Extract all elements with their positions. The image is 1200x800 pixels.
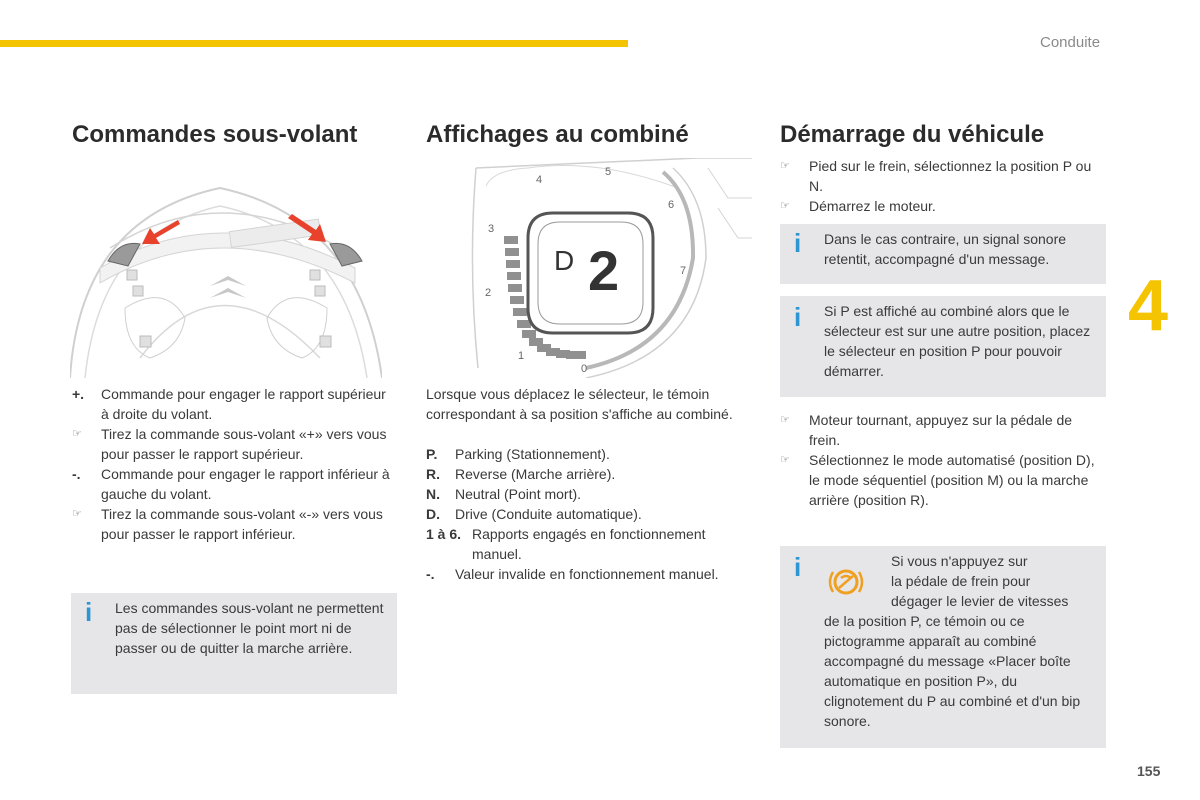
info-box-2 [780,296,1106,397]
info-box-1 [780,224,1106,284]
list-item: -. Commande pour engager le rapport inférieur à gauche du volant. [72,466,390,502]
scale-label: 6 [668,199,675,211]
list-item: 1 à 6. Rapports engagés en fonctionnement manuel. [426,526,706,562]
info-box-left [71,593,397,694]
info-icon: i [794,302,802,332]
info-icon: i [794,228,802,258]
left-list [72,384,390,544]
page-number: 155 [1137,763,1161,779]
list-item: ☞ Tirez la commande sous-volant «-» vers vous pour passer le rapport inférieur. [72,506,383,542]
info-text-rest: de la position P, ce témoin ou ce pictogramme apparaît au combiné accompagné du message «Placer boîte automatique en position P», du clignotement du P au combiné et d'un bip sonore. [824,613,1081,729]
steering-wheel-illustration [70,158,382,378]
display-mode: D [554,245,575,276]
list-item: ☞ Pied sur le frein, sélectionnez la position P ou N. [780,158,1092,194]
right-title: Démarrage du véhicule [780,121,1045,148]
list-item: ☞ Sélectionnez le mode automatisé (position D), le mode séquentiel (position M) ou la marche arrière (position R). [780,452,1095,508]
list-item: D. Drive (Conduite automatique). [426,506,642,522]
info-text: Si P est affiché au combiné alors que le sélecteur est sur une autre position, placez le sélecteur en position P pour pouvoir démarrer. [824,303,1091,379]
list-item: +. Commande pour engager le rapport supérieur à droite du volant. [72,386,386,422]
info-text: Les commandes sous-volant ne permettent pas de sélectionner le point mort ni de passer ou de quitter la marche arrière. [115,600,384,656]
scale-label: 3 [488,223,495,235]
info-icon: i [85,597,93,627]
scale-label: 5 [605,166,612,178]
instrument-cluster-illustration [468,158,752,378]
right-steps-2 [780,410,1106,510]
right-steps-1 [780,156,1106,216]
header-accent-bar [0,40,628,47]
info-icon: i [794,552,802,582]
section-title: Conduite [1040,34,1101,51]
scale-label: 1 [518,350,525,362]
info-box-3 [780,546,1106,748]
chapter-number: 4 [1128,266,1169,346]
list-item: ☞ Démarrez le moteur. [780,198,936,214]
list-item: ☞ Moteur tournant, appuyez sur la pédale de frein. [780,412,1073,448]
list-item: -. Valeur invalide en fonctionnement manuel. [426,566,719,582]
list-item: ☞ Tirez la commande sous-volant «+» vers vous pour passer le rapport supérieur. [72,426,387,462]
scale-label: 0 [581,363,588,375]
scale-label: 2 [485,287,492,299]
middle-title: Affichages au combiné [426,121,689,148]
list-item: R. Reverse (Marche arrière). [426,466,616,482]
scale-label: 7 [680,265,687,277]
scale-label: 4 [536,174,543,186]
display-gear: 2 [588,239,620,302]
middle-list [426,444,748,584]
brake-warning-icon [828,564,864,600]
middle-intro: Lorsque vous déplacez le sélecteur, le témoin correspondant à sa position s'affiche au combiné. [426,386,733,422]
list-item: N. Neutral (Point mort). [426,486,582,502]
info-text-top: Si vous n'appuyez sur la pédale de frein pour dégager le levier de vitesses [891,553,1069,609]
info-text: Dans le cas contraire, un signal sonore retentit, accompagné d'un message. [824,231,1067,267]
left-title: Commandes sous-volant [72,121,358,148]
list-item: P. Parking (Stationnement). [426,446,610,462]
